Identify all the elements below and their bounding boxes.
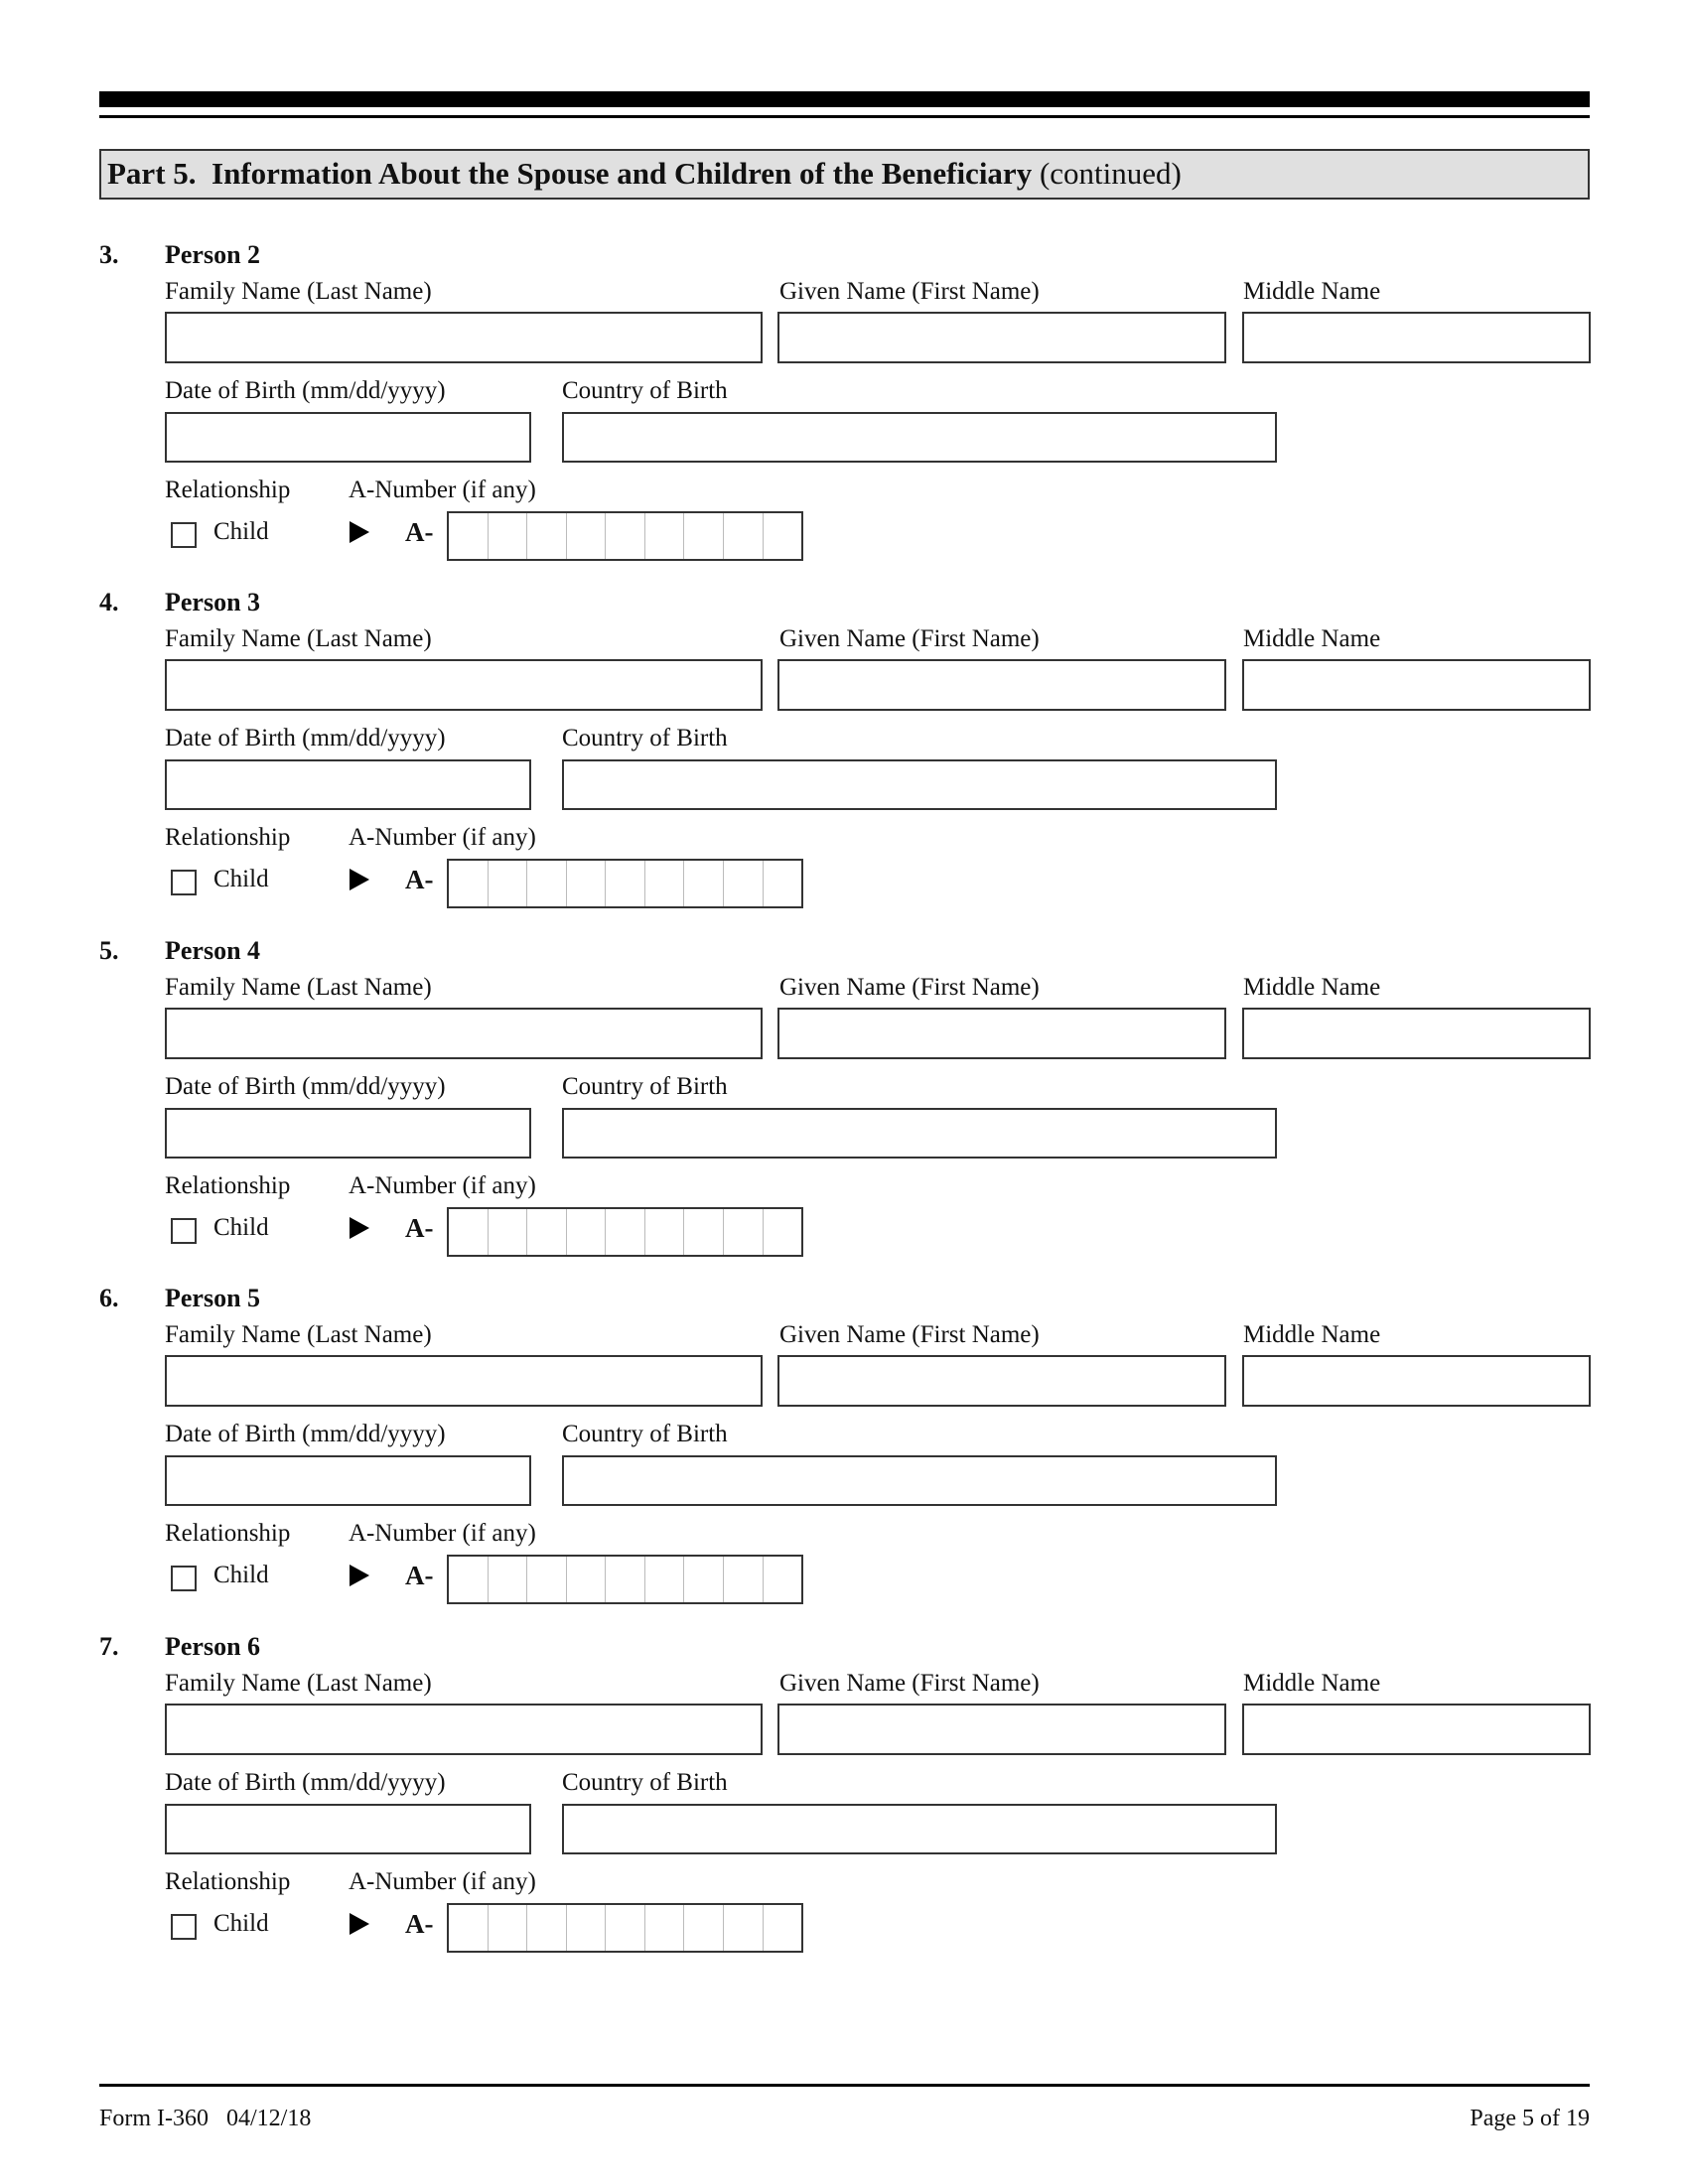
part-header: [99, 149, 1590, 200]
arrow-right-icon: [350, 1217, 369, 1239]
given-name-label: Given Name (First Name): [779, 278, 1040, 305]
anumber-digit-cell[interactable]: [684, 1905, 724, 1951]
family-name-label: Family Name (Last Name): [165, 1669, 432, 1697]
page-number: Page 5 of 19: [1470, 2106, 1590, 2131]
middle-name-input[interactable]: [1242, 1355, 1591, 1407]
child-label: Child: [213, 518, 269, 545]
anumber-digit-cell[interactable]: [567, 1209, 607, 1255]
anumber-digit-cell[interactable]: [764, 1557, 802, 1602]
anumber-digit-cell[interactable]: [527, 1905, 567, 1951]
anumber-digit-cell[interactable]: [567, 861, 607, 906]
middle-name-label: Middle Name: [1243, 278, 1381, 305]
anumber-digit-cell[interactable]: [489, 1557, 528, 1602]
item-number: 6.: [99, 1284, 119, 1313]
person-block: [0, 1631, 1688, 1984]
child-checkbox[interactable]: [171, 1218, 197, 1244]
family-name-input[interactable]: [165, 1355, 763, 1407]
family-name-label: Family Name (Last Name): [165, 1321, 432, 1349]
anumber-digit-cell[interactable]: [449, 861, 489, 906]
relationship-label: Relationship: [165, 477, 291, 503]
anumber-digit-cell[interactable]: [567, 1557, 607, 1602]
anumber-input[interactable]: [447, 1555, 803, 1604]
person-block: [0, 935, 1688, 1289]
anumber-digit-cell[interactable]: [724, 1557, 764, 1602]
anumber-digit-cell[interactable]: [449, 1557, 489, 1602]
anumber-digit-cell[interactable]: [527, 513, 567, 559]
dob-label: Date of Birth (mm/dd/yyyy): [165, 725, 446, 752]
child-checkbox[interactable]: [171, 1914, 197, 1940]
family-name-input[interactable]: [165, 1704, 763, 1755]
country-label: Country of Birth: [562, 377, 728, 404]
anumber-input[interactable]: [447, 511, 803, 561]
anumber-digit-cell[interactable]: [684, 1557, 724, 1602]
dob-input[interactable]: [165, 1804, 531, 1854]
item-number: 3.: [99, 240, 119, 269]
anumber-input[interactable]: [447, 1207, 803, 1257]
top-rule-thin: [99, 115, 1590, 118]
country-label: Country of Birth: [562, 1421, 728, 1448]
given-name-label: Given Name (First Name): [779, 973, 1040, 1001]
anumber-digit-cell[interactable]: [606, 1905, 645, 1951]
anumber-label: A-Number (if any): [349, 824, 536, 852]
child-checkbox[interactable]: [171, 870, 197, 895]
dob-input[interactable]: [165, 412, 531, 463]
a-prefix: A-: [405, 517, 434, 547]
arrow-right-icon: [350, 1565, 369, 1586]
given-name-input[interactable]: [777, 1704, 1226, 1755]
anumber-digit-cell[interactable]: [489, 861, 528, 906]
form-id: Form I-360 04/12/18: [99, 2106, 312, 2131]
anumber-digit-cell[interactable]: [645, 1905, 685, 1951]
anumber-digit-cell[interactable]: [645, 1557, 685, 1602]
dob-input[interactable]: [165, 759, 531, 810]
anumber-label: A-Number (if any): [349, 1171, 536, 1199]
middle-name-label: Middle Name: [1243, 625, 1381, 653]
person-block: [0, 1284, 1688, 1636]
anumber-digit-cell[interactable]: [449, 1209, 489, 1255]
anumber-label: A-Number (if any): [349, 477, 536, 503]
country-input[interactable]: [562, 1108, 1277, 1159]
item-number: 7.: [99, 1631, 119, 1661]
person-title: Person 4: [165, 935, 261, 965]
child-label: Child: [213, 866, 269, 893]
anumber-digit-cell[interactable]: [489, 513, 528, 559]
anumber-digit-cell[interactable]: [606, 1557, 645, 1602]
anumber-digit-cell[interactable]: [764, 861, 802, 906]
given-name-label: Given Name (First Name): [779, 625, 1040, 653]
anumber-digit-cell[interactable]: [567, 513, 607, 559]
anumber-digit-cell[interactable]: [684, 1209, 724, 1255]
a-prefix: A-: [405, 1561, 434, 1591]
relationship-label: Relationship: [165, 824, 291, 852]
anumber-label: A-Number (if any): [349, 1520, 536, 1548]
country-input[interactable]: [562, 412, 1277, 463]
item-number: 5.: [99, 935, 119, 965]
anumber-digit-cell[interactable]: [645, 861, 685, 906]
country-label: Country of Birth: [562, 1072, 728, 1100]
dob-label: Date of Birth (mm/dd/yyyy): [165, 377, 446, 404]
anumber-digit-cell[interactable]: [645, 513, 685, 559]
child-label: Child: [213, 1909, 269, 1937]
family-name-input[interactable]: [165, 312, 763, 363]
anumber-digit-cell[interactable]: [684, 861, 724, 906]
anumber-label: A-Number (if any): [349, 1867, 536, 1895]
anumber-digit-cell[interactable]: [606, 1209, 645, 1255]
footer-rule: [99, 2084, 1590, 2087]
part-continued: (continued): [1039, 156, 1182, 191]
part-number: Part 5.: [107, 156, 197, 191]
dob-label: Date of Birth (mm/dd/yyyy): [165, 1421, 446, 1448]
middle-name-label: Middle Name: [1243, 1669, 1381, 1697]
part-title: Information About the Spouse and Children of the Beneficiary: [211, 156, 1033, 191]
person-title: Person 2: [165, 240, 261, 269]
child-label: Child: [213, 1562, 269, 1589]
family-name-input[interactable]: [165, 659, 763, 711]
country-input[interactable]: [562, 1804, 1277, 1854]
anumber-digit-cell[interactable]: [764, 1209, 802, 1255]
child-label: Child: [213, 1213, 269, 1241]
given-name-label: Given Name (First Name): [779, 1321, 1040, 1349]
a-prefix: A-: [405, 865, 434, 895]
anumber-digit-cell[interactable]: [449, 1905, 489, 1951]
person-title: Person 5: [165, 1284, 261, 1313]
anumber-input[interactable]: [447, 859, 803, 908]
middle-name-label: Middle Name: [1243, 1321, 1381, 1349]
dob-input[interactable]: [165, 1455, 531, 1506]
given-name-input[interactable]: [777, 1008, 1226, 1059]
given-name-input[interactable]: [777, 312, 1226, 363]
anumber-digit-cell[interactable]: [606, 513, 645, 559]
anumber-digit-cell[interactable]: [724, 861, 764, 906]
middle-name-input[interactable]: [1242, 659, 1591, 711]
arrow-right-icon: [350, 869, 369, 890]
anumber-input[interactable]: [447, 1903, 803, 1953]
anumber-digit-cell[interactable]: [724, 1209, 764, 1255]
relationship-label: Relationship: [165, 1171, 291, 1199]
person-block: [0, 588, 1688, 940]
anumber-digit-cell[interactable]: [527, 1557, 567, 1602]
anumber-digit-cell[interactable]: [489, 1905, 528, 1951]
anumber-digit-cell[interactable]: [527, 1209, 567, 1255]
anumber-digit-cell[interactable]: [724, 1905, 764, 1951]
person-title: Person 3: [165, 588, 261, 617]
anumber-digit-cell[interactable]: [764, 1905, 802, 1951]
given-name-label: Given Name (First Name): [779, 1669, 1040, 1697]
anumber-digit-cell[interactable]: [645, 1209, 685, 1255]
anumber-digit-cell[interactable]: [567, 1905, 607, 1951]
top-rule-thick: [99, 91, 1590, 107]
country-label: Country of Birth: [562, 725, 728, 752]
dob-label: Date of Birth (mm/dd/yyyy): [165, 1768, 446, 1796]
middle-name-label: Middle Name: [1243, 973, 1381, 1001]
family-name-label: Family Name (Last Name): [165, 625, 432, 653]
country-input[interactable]: [562, 759, 1277, 810]
arrow-right-icon: [350, 521, 369, 543]
child-checkbox[interactable]: [171, 1566, 197, 1591]
middle-name-input[interactable]: [1242, 1008, 1591, 1059]
person-title: Person 6: [165, 1631, 261, 1661]
middle-name-input[interactable]: [1242, 1704, 1591, 1755]
arrow-right-icon: [350, 1913, 369, 1935]
a-prefix: A-: [405, 1908, 434, 1939]
relationship-label: Relationship: [165, 1867, 291, 1895]
relationship-label: Relationship: [165, 1520, 291, 1548]
anumber-digit-cell[interactable]: [606, 861, 645, 906]
anumber-digit-cell[interactable]: [527, 861, 567, 906]
person-block: [0, 240, 1688, 593]
given-name-input[interactable]: [777, 1355, 1226, 1407]
anumber-digit-cell[interactable]: [724, 513, 764, 559]
item-number: 4.: [99, 588, 119, 617]
dob-label: Date of Birth (mm/dd/yyyy): [165, 1072, 446, 1100]
middle-name-input[interactable]: [1242, 312, 1591, 363]
a-prefix: A-: [405, 1212, 434, 1243]
anumber-digit-cell[interactable]: [764, 513, 802, 559]
dob-input[interactable]: [165, 1108, 531, 1159]
country-label: Country of Birth: [562, 1768, 728, 1796]
child-checkbox[interactable]: [171, 522, 197, 548]
anumber-digit-cell[interactable]: [449, 513, 489, 559]
given-name-input[interactable]: [777, 659, 1226, 711]
family-name-input[interactable]: [165, 1008, 763, 1059]
anumber-digit-cell[interactable]: [684, 513, 724, 559]
country-input[interactable]: [562, 1455, 1277, 1506]
anumber-digit-cell[interactable]: [489, 1209, 528, 1255]
family-name-label: Family Name (Last Name): [165, 278, 432, 305]
family-name-label: Family Name (Last Name): [165, 973, 432, 1001]
